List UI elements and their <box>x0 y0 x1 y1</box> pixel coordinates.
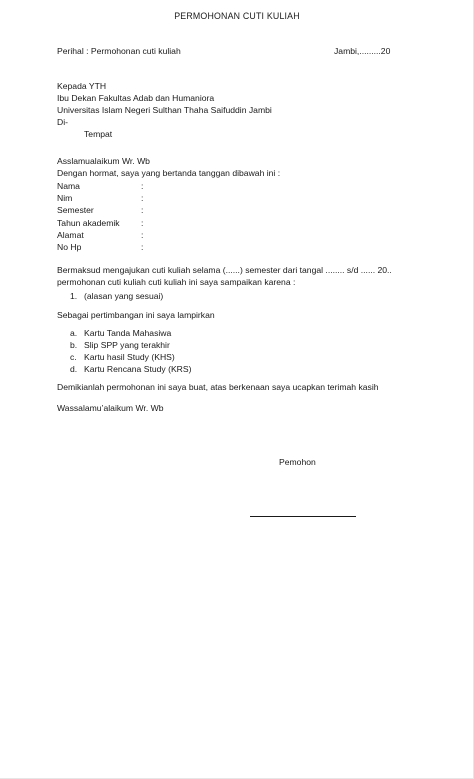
list-item <box>70 290 163 302</box>
closing-salam: Wassalamu’alaikum Wr. Wb <box>57 403 164 413</box>
list-text: Kartu Rencana Study (KRS) <box>84 364 192 374</box>
list-number: 1. <box>70 291 78 301</box>
list-item <box>70 363 191 375</box>
field-row <box>57 229 151 241</box>
signer-label: Pemohon <box>279 457 316 467</box>
list-text: Kartu hasil Study (KHS) <box>84 352 175 362</box>
document-title: PERMOHONAN CUTI KULIAH <box>174 11 300 21</box>
field-label: Tahun akademik <box>57 217 120 228</box>
list-letter: b. <box>70 340 78 350</box>
field-row <box>57 217 151 229</box>
recipient-kepada: Kepada YTH <box>57 81 107 91</box>
list-item <box>70 327 191 339</box>
field-label: No Hp <box>57 241 82 252</box>
list-text: Kartu Tanda Mahasiwa <box>84 328 172 338</box>
list-text: Slip SPP yang terakhir <box>84 340 170 350</box>
list-text: (alasan yang sesuai) <box>84 291 164 301</box>
recipient-block <box>57 80 272 140</box>
field-row <box>57 192 151 204</box>
field-colon: : <box>141 205 144 216</box>
field-colon: : <box>141 217 144 228</box>
identity-fields <box>57 180 151 253</box>
field-label: Alamat <box>57 229 84 240</box>
list-letter: a. <box>70 328 78 338</box>
greeting-block <box>57 155 280 179</box>
recipient-tempat: Tempat <box>84 129 113 139</box>
recipient-di: Di- <box>57 117 68 127</box>
list-item <box>70 351 191 363</box>
list-letter: c. <box>70 352 77 362</box>
request-paragraph <box>57 264 392 288</box>
reasons-list <box>70 290 163 302</box>
place-date: Jambi,.........20 <box>334 46 391 56</box>
request-line-2: permohonan cuti kuliah cuti kuliah ini saya sampaikan karena : <box>57 277 296 287</box>
field-label: Nim <box>57 193 73 204</box>
closing-line: Demikianlah permohonan ini saya buat, atas berkenaan saya ucapkan terimah kasih <box>57 382 379 392</box>
recipient-line-2: Universitas Islam Negeri Sulthan Thaha Saifuddin Jambi <box>57 105 272 115</box>
request-line-1: Bermaksud mengajukan cuti kuliah selama (......) semester dari tangal ........ s/d ...... 20.. <box>57 265 392 275</box>
intro-line: Dengan hormat, saya yang bertanda tanggan dibawah ini : <box>57 168 281 178</box>
field-label: Semester <box>57 205 94 216</box>
list-letter: d. <box>70 364 78 374</box>
signature-line <box>250 516 356 517</box>
field-colon: : <box>141 181 144 191</box>
field-colon: : <box>141 193 144 204</box>
perihal-line: Perihal : Permohonan cuti kuliah <box>57 46 181 56</box>
field-label: Nama <box>57 181 80 191</box>
greeting: Asslamualaikum Wr. Wb <box>57 156 150 166</box>
field-row <box>57 204 151 216</box>
attachment-list <box>70 327 191 375</box>
field-row <box>57 241 151 253</box>
field-colon: : <box>141 229 144 240</box>
attachment-intro: Sebagai pertimbangan ini saya lampirkan <box>57 310 215 320</box>
list-item <box>70 339 191 351</box>
recipient-line-1: Ibu Dekan Fakultas Adab dan Humaniora <box>57 93 215 103</box>
field-colon: : <box>141 241 144 252</box>
field-row <box>57 180 151 192</box>
